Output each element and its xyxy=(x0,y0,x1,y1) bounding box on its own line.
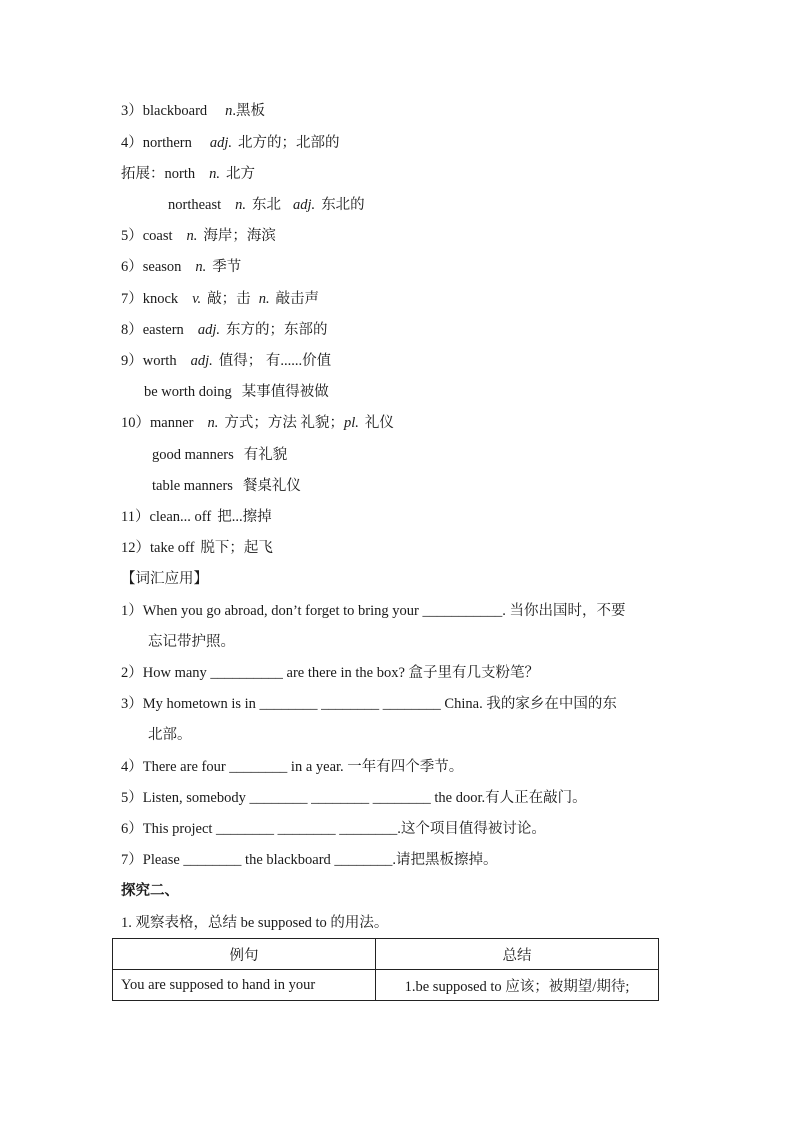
section-heading-explore: 探究二、 xyxy=(121,883,179,899)
exercise-1-continued: 忘记带护照。 xyxy=(148,634,235,650)
exercise-1: 1）When you go abroad, don’t forget to bring your ___________. 当你出国时，不要 xyxy=(121,603,626,619)
table-cell-summary: 1.be supposed to 应该；被期望/期待; xyxy=(376,970,659,1001)
vocab-item-8: 8）eastern adj. 东方的；东部的 xyxy=(121,322,328,338)
exercise-3: 3）My hometown is in ________ ________ ________ China. 我的家乡在中国的东 xyxy=(121,696,617,712)
vocab-item-6: 6）season n. 季节 xyxy=(121,259,242,275)
summary-table xyxy=(112,938,659,1001)
exercise-5: 5）Listen, somebody ________ ________ ________ the door.有人正在敲门。 xyxy=(121,790,587,806)
vocab-item-10: 10）manner n. 方式；方法 礼貌；pl. 礼仪 xyxy=(121,415,394,431)
exercise-7: 7）Please ________ the blackboard ________.请把黑板擦掉。 xyxy=(121,852,498,868)
exercise-4: 4）There are four ________ in a year. 一年有四个季节。 xyxy=(121,759,464,775)
extension-north: 拓展：north n. 北方 xyxy=(121,166,255,182)
extension-northeast: northeast n. 东北 adj. 东北的 xyxy=(168,197,365,213)
vocab-item-4: 4）northern adj. 北方的；北部的 xyxy=(121,135,340,151)
table-header-summary: 总结 xyxy=(376,939,659,970)
table-cell-example: You are supposed to hand in your xyxy=(113,970,376,1001)
section-heading-apply: 【词汇应用】 xyxy=(121,571,208,587)
table-row xyxy=(113,970,659,1001)
exercise-3-continued: 北部。 xyxy=(148,727,192,743)
vocab-item-9-phrase: be worth doing 某事值得被做 xyxy=(144,384,329,400)
vocab-item-11: 11）clean... off 把...擦掉 xyxy=(121,509,272,525)
vocab-item-10-phrase-1: good manners 有礼貌 xyxy=(152,447,288,463)
exercise-6: 6）This project ________ ________ ________.这个项目值得被讨论。 xyxy=(121,821,546,837)
table-header-example: 例句 xyxy=(113,939,376,970)
vocab-item-9: 9）worth adj. 值得； 有......价值 xyxy=(121,353,332,369)
exercise-2: 2）How many __________ are there in the box? 盒子里有几支粉笔？ xyxy=(121,665,540,681)
vocab-item-7: 7）knock v. 敲；击 n. 敲击声 xyxy=(121,291,320,307)
vocab-item-10-phrase-2: table manners 餐桌礼仪 xyxy=(152,478,301,494)
explore-task: 1. 观察表格，总结 be supposed to 的用法。 xyxy=(121,915,389,931)
vocab-item-5: 5）coast n. 海岸；海滨 xyxy=(121,228,276,244)
vocab-item-12: 12）take off 脱下；起飞 xyxy=(121,540,273,556)
vocab-item-3: 3）blackboard n.黑板 xyxy=(121,103,266,119)
table-header-row xyxy=(113,939,659,970)
